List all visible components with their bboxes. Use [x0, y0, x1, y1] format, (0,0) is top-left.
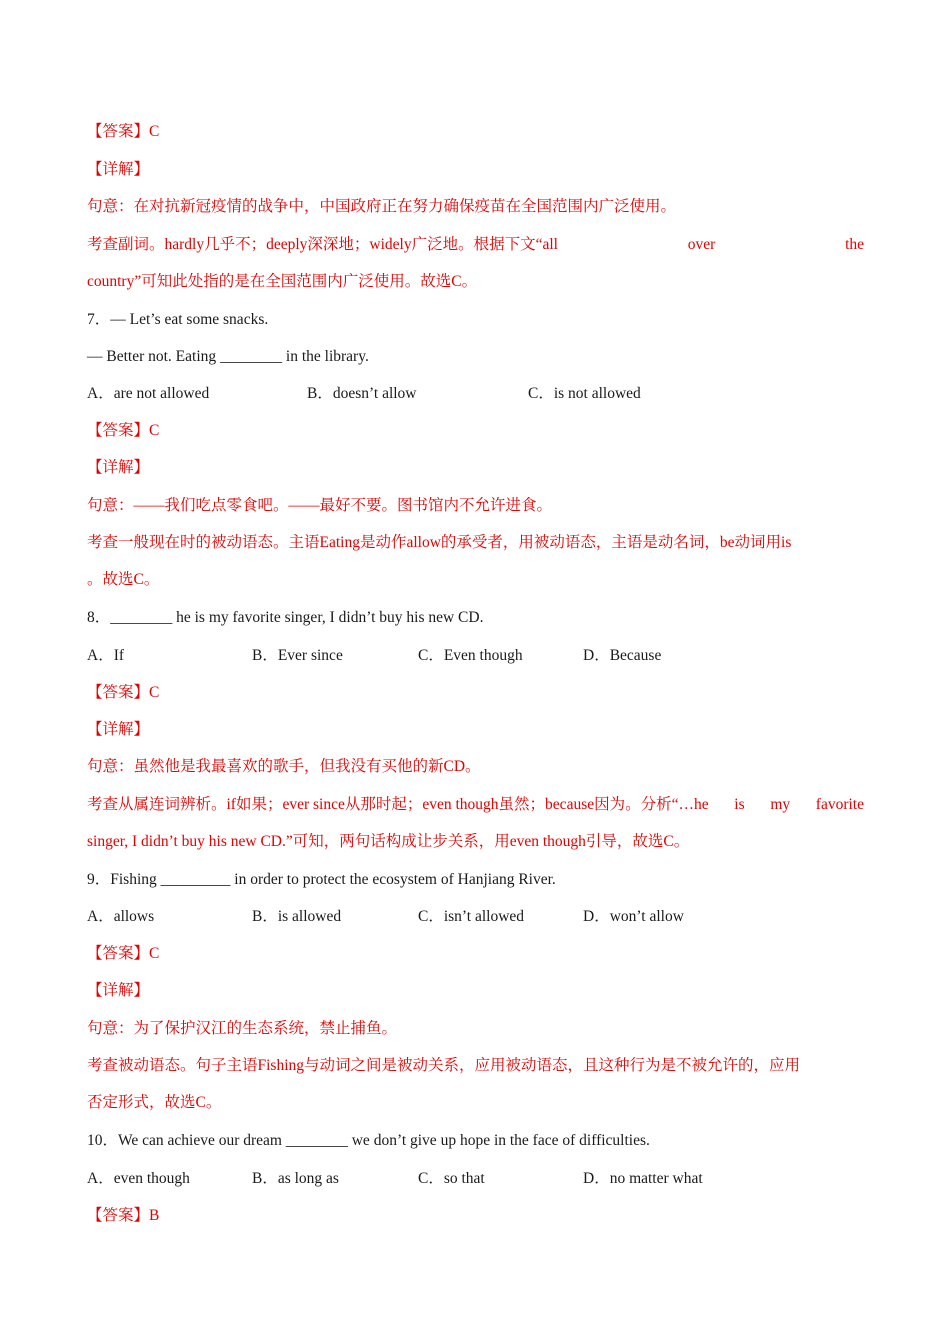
option-c: C．isn’t allowed [418, 908, 525, 925]
option-c: C．Even though [418, 647, 523, 664]
question-8-text: 8．________ he is my favorite singer, I didn’t buy his new CD. [87, 609, 484, 626]
option-b: B．Ever since [252, 647, 343, 664]
option-a: A．If [87, 647, 125, 664]
answer-label: 【答案】B [87, 1207, 160, 1224]
explanation-label: 【详解】 [87, 459, 150, 476]
option-b: B．is allowed [252, 908, 342, 925]
option-a: A．allows [87, 908, 155, 925]
question-7-response: — Better not. Eating ________ in the library. [87, 348, 369, 365]
translation-text: 句意：在对抗新冠疫情的战争中，中国政府正在努力确保疫苗在全国范围内广泛使用。 [87, 198, 677, 215]
analysis-text: country”可知此处指的是在全国范围内广泛使用。故选C。 [87, 273, 478, 290]
option-d: D．no matter what [583, 1170, 703, 1187]
explanation-label: 【详解】 [87, 982, 150, 999]
translation-text: 句意：——我们吃点零食吧。——最好不要。图书馆内不允许进食。 [87, 497, 553, 514]
analysis-text: singer, I didn’t buy his new CD.”可知，两句话构成让步关系，用even though引导，故选C。 [87, 833, 690, 850]
analysis-word: over [687, 236, 716, 253]
analysis-word: favorite [815, 796, 864, 813]
analysis-word: my [770, 796, 791, 813]
analysis-justified-line [87, 235, 864, 255]
translation-text: 句意：虽然他是我最喜欢的歌手，但我没有买他的新CD。 [87, 758, 481, 775]
option-c: C．so that [418, 1170, 485, 1187]
analysis-word: 考查从属连词辨析。if如果；ever since从那时起；even though虽然；because因为。分析“…he [87, 796, 709, 813]
translation-text: 句意：为了保护汉江的生态系统，禁止捕鱼。 [87, 1020, 398, 1037]
answer-label: 【答案】C [87, 422, 160, 439]
option-b: B．as long as [252, 1170, 339, 1187]
analysis-word: the [845, 236, 864, 253]
question-9-text: 9．Fishing _________ in order to protect the ecosystem of Hanjiang River. [87, 871, 556, 888]
option-b: B．doesn’t allow [307, 385, 417, 402]
question-7-text: 7．— Let’s eat some snacks. [87, 311, 269, 328]
question-10-text: 10．We can achieve our dream ________ we don’t give up hope in the face of difficulties. [87, 1132, 650, 1149]
analysis-word: is [734, 796, 745, 813]
option-c: C．is not allowed [528, 385, 641, 402]
analysis-word: 考查副词。hardly几乎不；deeply深深地；widely广泛地。根据下文“all [87, 236, 558, 253]
option-d: D．Because [583, 647, 662, 664]
answer-label: 【答案】C [87, 945, 160, 962]
analysis-justified-line [87, 795, 864, 815]
answer-label: 【答案】C [87, 684, 160, 701]
option-a: A．are not allowed [87, 385, 210, 402]
analysis-text: 考查一般现在时的被动语态。主语Eating是动作allow的承受者，用被动语态，主语是动名词，be动词用is [87, 534, 792, 551]
option-d: D．won’t allow [583, 908, 684, 925]
analysis-text: 否定形式，故选C。 [87, 1094, 222, 1111]
answer-label: 【答案】C [87, 123, 160, 140]
analysis-text: 考查被动语态。句子主语Fishing与动词之间是被动关系，应用被动语态，且这种行为是不被允许的，应用 [87, 1057, 801, 1074]
option-a: A．even though [87, 1170, 190, 1187]
explanation-label: 【详解】 [87, 721, 150, 738]
explanation-label: 【详解】 [87, 161, 150, 178]
analysis-text: 。故选C。 [87, 571, 160, 588]
